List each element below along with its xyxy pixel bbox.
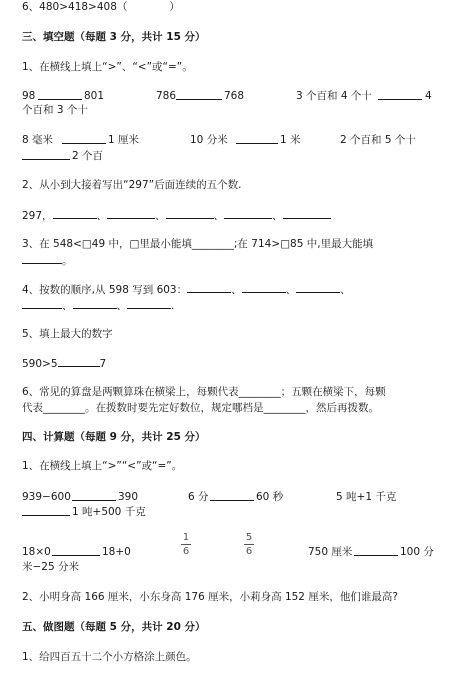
answer-blank[interactable] bbox=[22, 149, 70, 160]
answer-blank[interactable] bbox=[224, 208, 272, 219]
answer-blank[interactable] bbox=[236, 133, 278, 144]
s3-q4-line1 bbox=[22, 282, 351, 297]
s4-q1-r2-b: 18+0 bbox=[102, 546, 131, 558]
answer-blank[interactable] bbox=[127, 298, 171, 309]
answer-blank[interactable] bbox=[378, 89, 422, 100]
s3-q3-line2 bbox=[22, 253, 73, 268]
s4-q1-r2-c: 750 厘米 bbox=[308, 546, 353, 558]
answer-blank[interactable] bbox=[52, 545, 100, 556]
s3-q1-r1-e: 3 个百和 4 个十 bbox=[296, 90, 372, 102]
s4-q2: 2、小明身高 166 厘米，小东身高 176 厘米，小莉身高 152 厘米，他们谁最高? bbox=[22, 591, 398, 603]
answer-blank[interactable] bbox=[72, 490, 116, 501]
answer-blank[interactable] bbox=[73, 298, 117, 309]
fraction-bar bbox=[244, 544, 254, 545]
s3-q3-end: 。 bbox=[62, 255, 73, 267]
s4-q1-r2-a: 18×0 bbox=[22, 546, 51, 558]
separator: 、 bbox=[62, 300, 73, 312]
s3-q5-prompt: 5、填上最大的数字 bbox=[22, 328, 113, 340]
answer-blank[interactable] bbox=[296, 282, 340, 293]
s3-q1-r2-a: 8 毫米 bbox=[22, 134, 54, 146]
section-5-heading: 五、做图题（每题 5 分，共计 20 分） bbox=[22, 621, 206, 633]
answer-blank[interactable] bbox=[187, 282, 231, 293]
s3-q1-r2-d: 1 米 bbox=[280, 134, 301, 146]
s4-q1-r1-e: 5 吨+1 千克 bbox=[336, 491, 397, 503]
answer-blank[interactable] bbox=[22, 253, 62, 264]
fraction-denominator: 6 bbox=[182, 546, 190, 557]
section-3-heading: 三、填空题（每题 3 分，共计 15 分） bbox=[22, 31, 206, 43]
s3-q1-r2-f: 2 个百 bbox=[72, 150, 104, 162]
separator: 、 bbox=[285, 284, 297, 296]
s3-q1-r2-e: 2 个百和 5 个十 bbox=[340, 134, 416, 146]
s3-q4-prompt: 4、按数的顺序,从 598 写到 603： bbox=[22, 284, 188, 296]
answer-blank[interactable] bbox=[283, 208, 331, 219]
s3-q1-r1-c: 786 bbox=[156, 90, 177, 102]
section-4-heading: 四、计算题（每题 9 分，共计 25 分） bbox=[22, 431, 206, 443]
s3-q1-r1-a: 98 bbox=[22, 90, 36, 102]
s3-q6-line1: 6、常见的算盘是两颗算珠在横梁上，每颗代表________；五颗在横梁下，每颗 bbox=[22, 386, 386, 398]
s4-q1-r1-b: 390 bbox=[118, 491, 139, 503]
fraction-numerator: 5 bbox=[245, 532, 253, 543]
s3-q1-r2-b: 1 厘米 bbox=[108, 134, 140, 146]
answer-blank[interactable] bbox=[176, 89, 222, 100]
s3-q4-end: . bbox=[171, 300, 175, 312]
answer-blank[interactable] bbox=[53, 208, 97, 219]
s5-q1: 1、给四百五十二个小方格涂上颜色。 bbox=[22, 651, 197, 663]
fraction-bar bbox=[181, 544, 191, 545]
separator: 、 bbox=[231, 284, 242, 296]
s3-q1-prompt: 1、在横线上填上“>”、“<”或“=”。 bbox=[22, 61, 193, 73]
s3-q5-expression bbox=[22, 356, 106, 371]
s4-q1-row2-cont: 米−25 分米 bbox=[22, 561, 79, 573]
answer-blank[interactable] bbox=[22, 505, 70, 516]
fraction-denominator: 6 bbox=[245, 546, 253, 557]
s4-q1-r1-a: 939−600 bbox=[22, 491, 71, 503]
s3-q1-r1-d: 768 bbox=[224, 90, 245, 102]
fraction-five-sixths bbox=[244, 532, 254, 557]
s3-q4-line2 bbox=[22, 298, 174, 313]
s3-q5-expr-a: 590>5 bbox=[22, 358, 58, 370]
s3-q2-prompt: 2、从小到大接着写出“297”后面连续的五个数. bbox=[22, 179, 242, 191]
s3-q1-r1-b: 801 bbox=[84, 90, 105, 102]
answer-blank[interactable] bbox=[22, 298, 62, 309]
s3-q1-r1-f: 4 bbox=[425, 90, 432, 102]
separator: 、 bbox=[272, 210, 283, 222]
s3-q1-r2-c: 10 分米 bbox=[190, 134, 228, 146]
s4-q1-r1-c: 6 分 bbox=[188, 491, 209, 503]
fraction-one-sixth bbox=[181, 532, 191, 557]
s3-q1-row1-cont: 个百和 3 个十 bbox=[22, 104, 88, 116]
answer-blank[interactable] bbox=[210, 490, 254, 501]
s3-q3-line1: 3、在 548<□49 中，□里最小能填________;在 714>□85 中,里最大能填 bbox=[22, 238, 374, 250]
previous-question-6: 6、480>418>408（ ） bbox=[22, 1, 180, 13]
separator: 、 bbox=[96, 210, 108, 222]
s4-q1-r2-d: 100 分 bbox=[400, 546, 434, 558]
separator: 、 bbox=[116, 300, 127, 312]
s3-q2-start: 297， bbox=[22, 210, 53, 222]
s4-q1-r1-d: 60 秒 bbox=[256, 491, 284, 503]
answer-blank[interactable] bbox=[242, 282, 286, 293]
fraction-numerator: 1 bbox=[182, 532, 190, 543]
answer-blank[interactable] bbox=[107, 208, 155, 219]
answer-blank[interactable] bbox=[354, 545, 398, 556]
s3-q6-line2: 代表________。在拨数时要先定好数位，规定哪档是________，然后再拨数。 bbox=[22, 402, 379, 414]
answer-blank[interactable] bbox=[166, 208, 214, 219]
s3-q2-answer-line bbox=[22, 208, 331, 223]
separator: 、 bbox=[155, 210, 166, 222]
answer-blank[interactable] bbox=[38, 89, 82, 100]
s3-q5-expr-b: 7 bbox=[99, 358, 107, 370]
answer-blank[interactable] bbox=[58, 356, 100, 367]
answer-blank[interactable] bbox=[62, 133, 106, 144]
s4-q1-row1-cont: 1 吨+500 千克 bbox=[72, 506, 146, 518]
separator: 、 bbox=[340, 284, 351, 296]
separator: 、 bbox=[213, 210, 225, 222]
s4-q1-prompt: 1、在横线上填上“>”“<”或“=”。 bbox=[22, 460, 183, 472]
